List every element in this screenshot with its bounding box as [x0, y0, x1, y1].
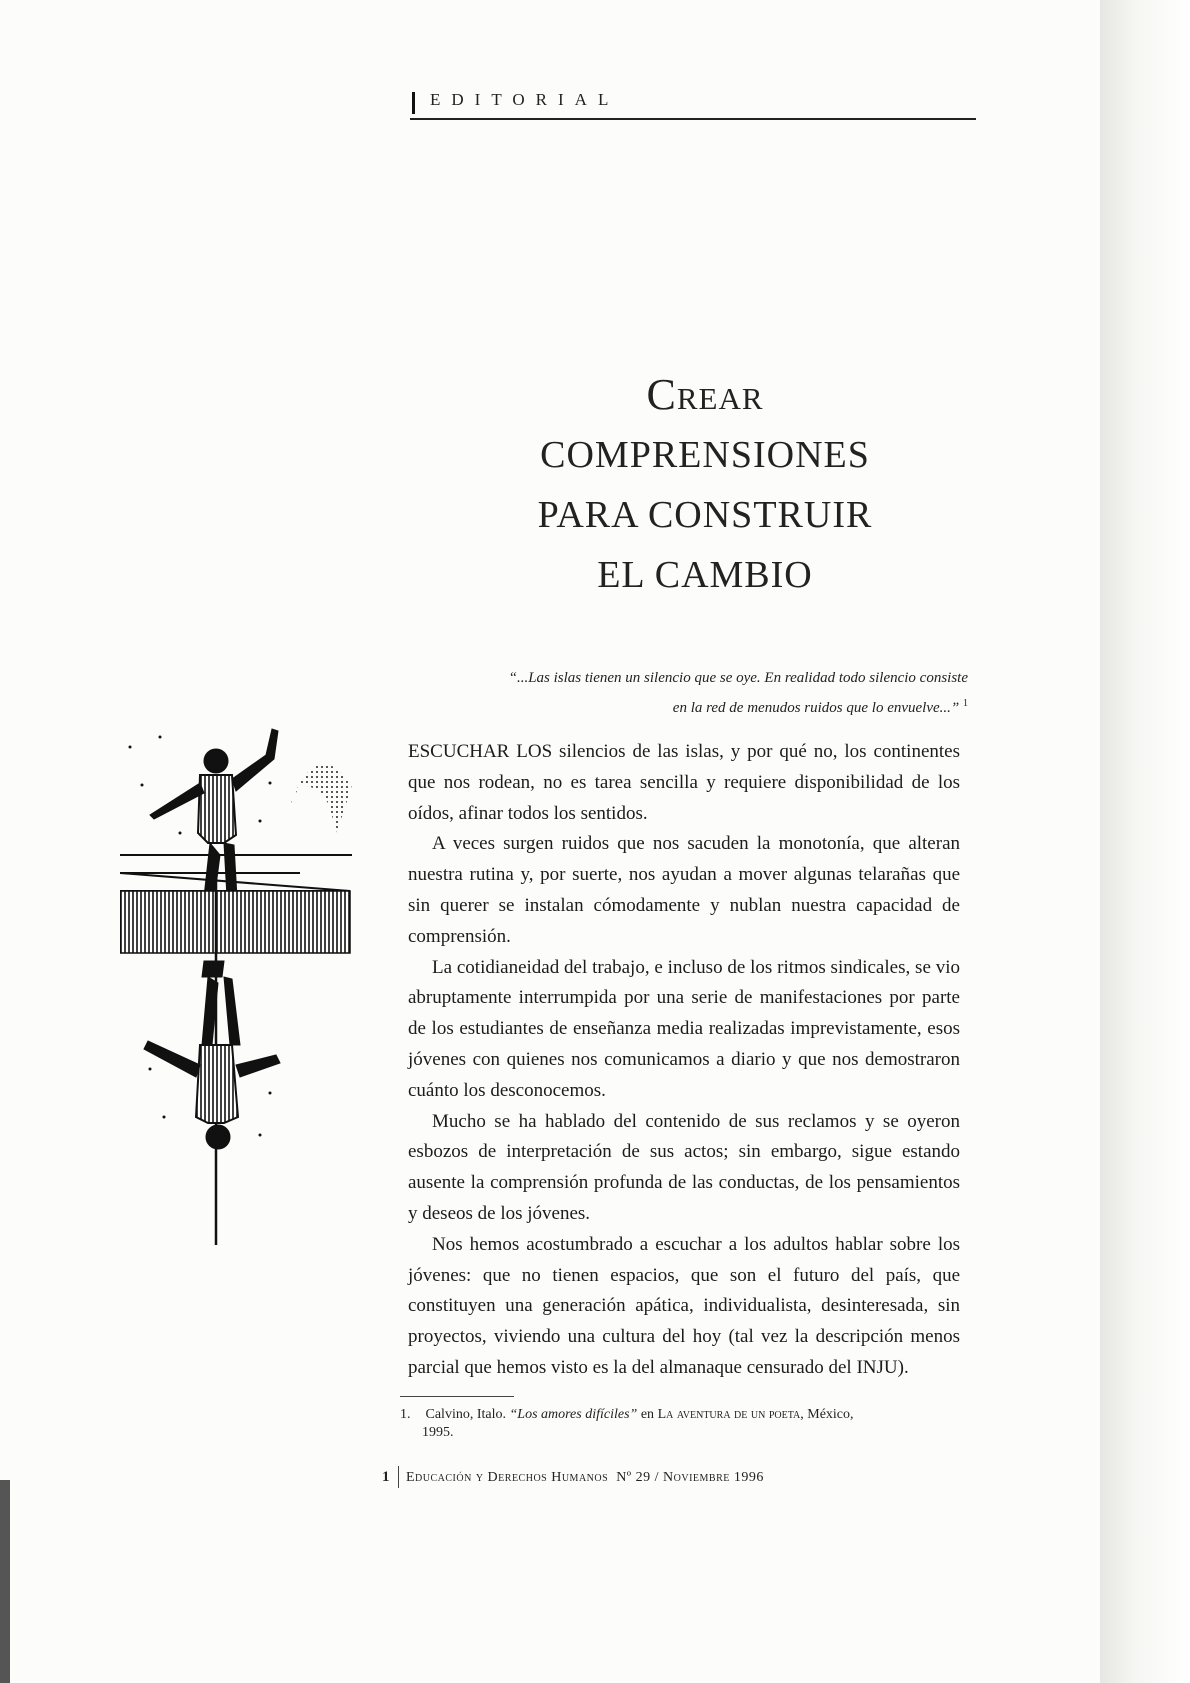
title-line-4: EL CAMBIO [597, 554, 813, 596]
epigraph-line-2: en la red de menudos ruidos que lo envuelve...” [672, 700, 960, 716]
header-bar [412, 92, 415, 114]
section-header [410, 86, 976, 120]
footnote-rule [400, 1396, 514, 1397]
footnote-work: “Los amores difíciles” [509, 1407, 638, 1422]
body-paragraph-3: La cotidianeidad del trabajo, e incluso de los ritmos sindicales, se vio abruptamente interrumpida por una serie de manifestaciones por parte de los estudiantes de enseñanza media realizadas imprevistamente, esos jóvenes con quienes nos comunicamos a diario y que nos demostraron cuánto los desconocemos. [408, 956, 960, 1101]
title-line-1: Crear [646, 370, 764, 419]
body-paragraph-2: A veces surgen ruidos que nos sacuden la monotonía, que alteran nuestra rutina y, por suerte, nos ayudan a mover algunas telarañas que sin querer se instalan cómodamente y nublan nuestra capacidad de comprensión. [408, 833, 960, 947]
epigraph-footnote-ref: 1 [963, 698, 968, 709]
footnote-year: 1995. [422, 1425, 454, 1440]
body-paragraph-1: ESCUCHAR LOS silencios de las islas, y por qué no, los continentes que nos rodean, no es tarea sencilla y requiere disponibilidad de los oídos, afinar todos los sentidos. [408, 741, 960, 824]
body-paragraph-4: Mucho se ha hablado del contenido de sus reclamos y se oyeron esbozos de interpretación de sus actos; sin embargo, sigue estando ausente la comprensión profunda de las conductas, de los pensamientos y deseos de los jóvenes. [408, 1110, 960, 1224]
section-label: EDITORIAL [430, 90, 620, 109]
footnote-number: 1. [400, 1407, 411, 1422]
footnote-connector: en [640, 1407, 655, 1422]
footnote [400, 1406, 960, 1442]
footer-separator [398, 1466, 399, 1488]
footnote-line-1 [400, 1406, 960, 1424]
article-title [470, 365, 940, 605]
publication-title: Educación y Derechos Humanos [406, 1470, 609, 1485]
epigraph-line-2-wrap [410, 691, 968, 721]
mirrored-figure-illustration [120, 725, 390, 1325]
lower-figure [144, 961, 280, 1149]
title-line-2: COMPRENSIONES [540, 434, 870, 476]
issue-info: Nº 29 / Noviembre 1996 [616, 1470, 764, 1485]
body-paragraph-5: Nos hemos acostumbrado a escuchar a los adultos hablar sobre los jóvenes: que no tienen espacios, que son el futuro del país, que constituyen una generación apática, individualista, desinteresada, sin proyectos, viviendo una cultura del hoy (tal vez la descripción menos parcial que hemos visto es la del almanaque censurado del INJU). [408, 1233, 960, 1378]
epigraph-line-1: “...Las islas tienen un silencio que se oye. En realidad todo silencio consiste [508, 670, 968, 686]
article-body [408, 737, 960, 1384]
page-footer [382, 1466, 982, 1492]
footnote-author: Calvino, Italo. [425, 1407, 506, 1422]
footnote-book: La aventura de un poeta, [657, 1407, 804, 1422]
footnote-place: México, [807, 1407, 854, 1422]
page-number: 1 [382, 1469, 390, 1485]
dotted-crescent [290, 764, 352, 837]
epigraph [410, 665, 968, 721]
hatched-band [120, 891, 350, 953]
title-line-3: PARA CONSTRUIR [537, 494, 873, 536]
footer-publication-wrap [406, 1470, 764, 1486]
page-edge [1100, 0, 1190, 1683]
scan-shadow [0, 1480, 10, 1683]
